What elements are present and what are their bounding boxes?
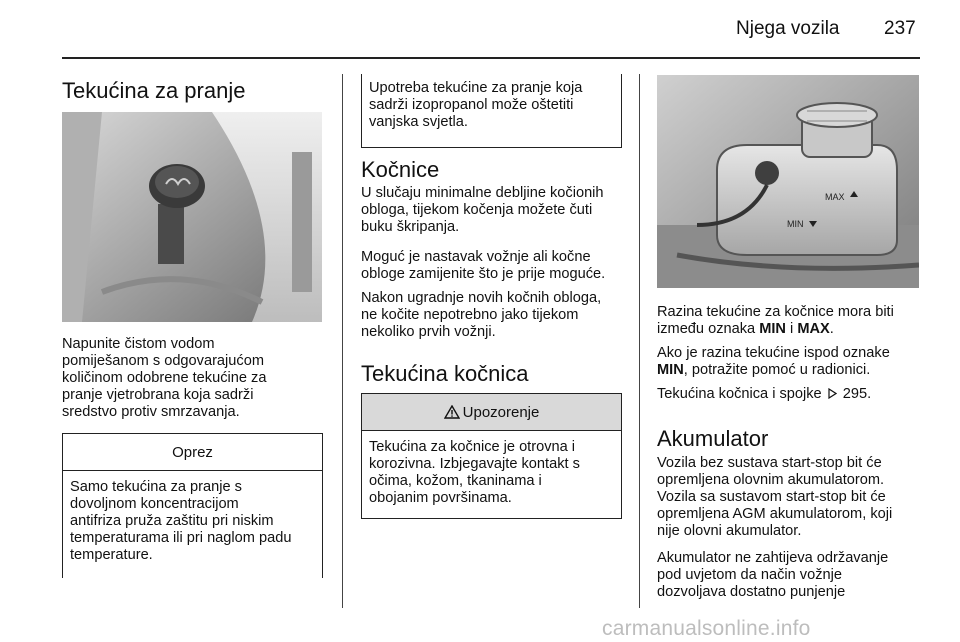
caution-text: Samo tekućina za pranje s dovoljnom koncentracijom antifriza pruža zaštitu pri niskim temperaturama ili pri naglom padu temperature. [70,479,292,563]
brakes-heading: Kočnice [361,157,440,182]
low-fluid-paragraph: Ako je razina tekućine ispod oznake MIN, potražite pomoć u radionici. [657,345,890,378]
warning-header [362,394,621,431]
brakes-paragraph-2: Moguć je nastavak vožnje ali kočne obloge zamijenite što je prije moguće. [361,249,606,282]
battery-paragraph-1: Vozila bez sustava start-stop bit će opremljena olovnim akumulatorom. Vozila sa sustavom start-stop bit će opremljena AGM akumulatorom, koji nije olovni akumulator. [657,455,893,539]
section-title: Njega vozila [736,18,840,39]
column-divider-1 [342,74,343,608]
brakes-paragraph-3: Nakon ugradnje novih kočnih obloga, ne kočite nepotrebno jako tijekom nekoliko prvih vožnji. [361,290,602,340]
brake-fluid-level-paragraph: Razina tekućine za kočnice mora biti između oznaka MIN i MAX. [657,304,894,337]
warning-title: Upozorenje [462,403,540,421]
isopropanol-note-box [361,74,622,148]
max-mark-text: MAX [797,321,830,337]
min-mark-text: MIN [759,321,786,337]
brake-fluid-reservoir-image [657,75,919,288]
page-reference-arrow-icon [828,388,837,399]
max-mark-label: MAX [825,192,845,202]
caution-title: Oprez [63,434,322,471]
page-number: 237 [884,18,916,39]
washer-fluid-paragraph: Napunite čistom vodom pomiješanom s odgovarajućom količinom odobrene tekućine za pranje vjetrobrana koja sadrži sredstvo protiv smrzavanja. [62,336,267,420]
column-divider-2 [639,74,640,608]
caution-box [62,433,323,578]
battery-heading: Akumulator [657,426,769,451]
warning-text: Tekućina za kočnice je otrovna i korozivna. Izbjegavajte kontakt s očima, kožom, tkaninama i obojanim površinama. [369,439,580,506]
isopropanol-note-text: Upotreba tekućine za pranje koja sadrži izopropanol može oštetiti vanjska svjetla. [369,80,583,130]
brake-fluid-heading: Tekućina kočnica [361,361,529,386]
min-mark-label: MIN [787,219,804,229]
page-reference-link[interactable]: 295. [842,386,872,402]
warning-triangle-icon [444,405,460,419]
washer-fluid-heading: Tekućina za pranje [62,78,246,103]
site-watermark: carmanualsonline.info [602,617,811,640]
battery-paragraph-2: Akumulator ne zahtijeva održavanje pod uvjetom da način vožnje dozvoljava dostatno punjenje [657,550,889,600]
header-rule [62,57,920,59]
cross-reference-paragraph: Tekućina kočnica i spojke 295. [657,386,872,402]
brakes-paragraph-1: U slučaju minimalne debljine kočionih obloga, tijekom kočenja možete čuti buku škripanja. [361,185,604,235]
warning-box [361,393,622,519]
min-mark-text-2: MIN [657,362,684,378]
washer-fluid-image [62,112,322,322]
